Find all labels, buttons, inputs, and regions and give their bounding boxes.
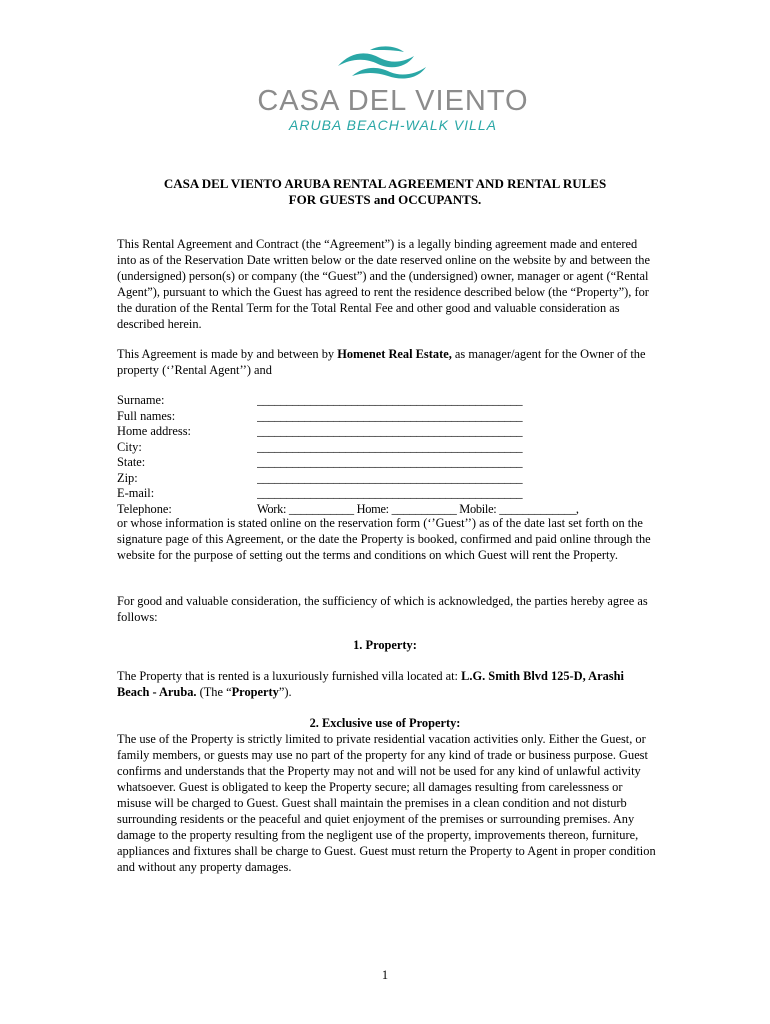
section-2-heading: 2. Exclusive use of Property: bbox=[309, 716, 461, 730]
field-blank[interactable]: _____________________________________________ bbox=[257, 408, 523, 423]
field-blank[interactable]: _____________________________________________ bbox=[257, 439, 523, 454]
section-2-paragraph bbox=[117, 731, 657, 875]
section-2-text: The use of the Property is strictly limited to private residential vacation activities only. Either the Guest, or family members, or guests may use no part of the property for any kind of trade or business purpose. Guest confirms and understands that the Property may not and will not be used for any kind of unlawful activity whatsoever. Guest is obligated to keep the Property secure; all damages resulting from carelessness or misuse will be charged to Guest. Guest shall maintain the premises in a clean condition and not disturb surrounding residents or the peaceful and quiet enjoyment of the premises or surrounding premises. Any damage to the property resulting from the negligent use of the property, improvements thereon, furniture, appliances and fixtures shall be charge to Guest. Guest must return the Property to Agent in proper condition and without any property damages. bbox=[117, 732, 656, 874]
field-blank[interactable]: _____________________________________________ bbox=[257, 393, 523, 407]
field-blank[interactable]: _____________________________________________ bbox=[257, 455, 523, 469]
intro-text: This Rental Agreement and Contract (the “Agreement”) is a legally binding agreement made and entered into as of the Reservation Date written below or the date reserved online on the website by and between the (undersigned) person(s) or company (the “Guest”) and the (undersigned) owner, manager or agent (“Rental Agent”), pursuant to which the Guest has agreed to rent the residence described below (the “Property”), for the duration of the Rental Term for the Total Rental Fee and other good and valuable consideration as described herein. bbox=[117, 237, 650, 331]
parties-paragraph bbox=[117, 346, 657, 378]
field-label: Surname: bbox=[117, 393, 165, 407]
title-line-2: FOR GUESTS and OCCUPANTS. bbox=[288, 192, 482, 207]
intro-paragraph bbox=[117, 236, 657, 332]
field-row bbox=[117, 486, 657, 502]
field-blank[interactable]: _____________________________________________ bbox=[257, 470, 523, 485]
field-blank[interactable]: _____________________________________________ bbox=[257, 486, 523, 500]
parties-suffix: as manager/agent for the Owner of the property (‘’Rental Agent’’) and bbox=[117, 347, 646, 377]
section-1-suffix-post: ”). bbox=[278, 685, 292, 699]
logo bbox=[0, 42, 770, 133]
guest-info-paragraph bbox=[117, 515, 657, 563]
title-line-1: CASA DEL VIENTO ARUBA RENTAL AGREEMENT AND RENTAL RULES bbox=[163, 176, 607, 191]
field-label: City: bbox=[117, 439, 142, 454]
brand-name: CASA DEL VIENTO bbox=[257, 85, 529, 117]
property-term: Property bbox=[231, 685, 279, 699]
section-1-paragraph bbox=[117, 668, 657, 700]
telephone-blanks[interactable]: Work: ___________ Home: ___________ Mobile: _____________, bbox=[257, 501, 579, 516]
field-row bbox=[117, 471, 657, 487]
wave-icon bbox=[330, 42, 440, 82]
field-label: Zip: bbox=[117, 470, 138, 485]
field-label: Home address: bbox=[117, 424, 191, 438]
section-1-heading: 1. Property: bbox=[353, 638, 417, 652]
field-row bbox=[117, 424, 657, 440]
agent-name: Homenet Real Estate, bbox=[337, 347, 452, 361]
field-row bbox=[117, 455, 657, 471]
section-1-suffix-pre: (The “ bbox=[196, 685, 232, 699]
field-label: Telephone: bbox=[117, 501, 172, 516]
field-row bbox=[117, 409, 657, 425]
agreement-title bbox=[0, 176, 770, 208]
field-label: Full names: bbox=[117, 408, 176, 423]
consideration-paragraph bbox=[117, 593, 657, 625]
field-row bbox=[117, 440, 657, 456]
field-blank[interactable]: _____________________________________________ bbox=[257, 424, 523, 438]
section-1-prefix: The Property that is rented is a luxuriously furnished villa located at: bbox=[117, 669, 462, 683]
field-row bbox=[117, 393, 657, 409]
field-label: State: bbox=[117, 455, 146, 469]
parties-prefix: This Agreement is made by and between by bbox=[117, 347, 338, 361]
guest-fields bbox=[117, 393, 657, 517]
guest-info-text: or whose information is stated online on the reservation form (‘’Guest’’) as of the date last set forth on the signature page of this Agreement, or the date the Property is booked, confirmed and paid online through the website for the purpose of setting out the terms and conditions on which Guest will rent the Property. bbox=[117, 516, 651, 562]
property-location: L.G. Smith Blvd 125-D, Arashi Beach - Aruba. bbox=[117, 669, 624, 699]
field-label: E-mail: bbox=[117, 486, 155, 500]
brand-tagline: ARUBA BEACH-WALK VILLA bbox=[289, 117, 497, 133]
consideration-text: For good and valuable consideration, the sufficiency of which is acknowledged, the parties hereby agree as follows: bbox=[117, 594, 648, 624]
page-number: 1 bbox=[381, 968, 389, 982]
